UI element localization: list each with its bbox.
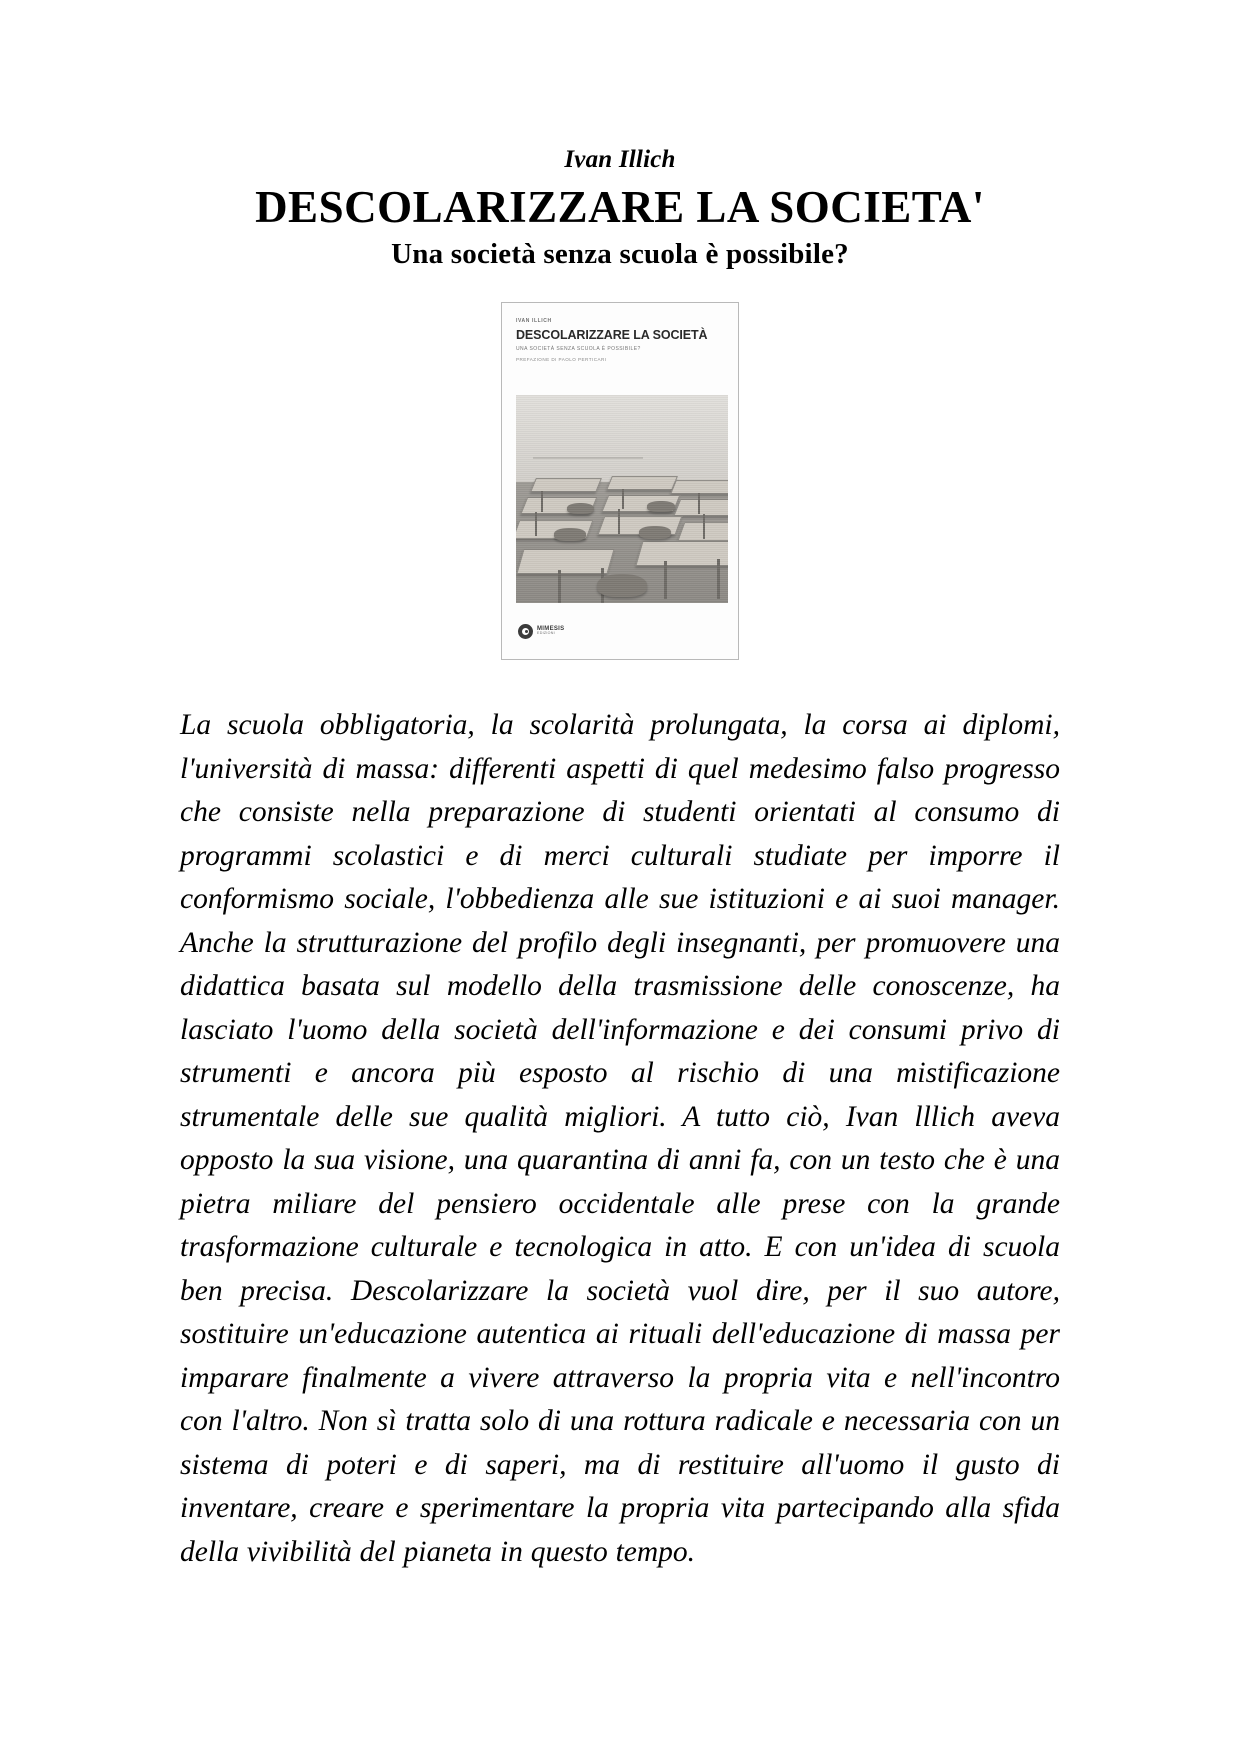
chair [639, 526, 671, 538]
page-subtitle: Una società senza scuola è possibile? [391, 238, 849, 271]
chair [647, 501, 675, 511]
cover-author-line: IVAN ILLICH [516, 318, 552, 325]
publisher-logo [518, 624, 564, 639]
cover-preface-line: PREFAZIONE DI PAOLO PERTICARI [516, 356, 607, 362]
desk-leg [541, 491, 543, 512]
publisher-name: MIMESIS [537, 626, 565, 633]
chair [597, 574, 648, 597]
desk-leg [622, 489, 624, 510]
body-paragraph: La scuola obbligatoria, la scolarità prolungata, la corsa ai diplomi, l'università di massa: differenti aspetti di quel medesimo falso progresso che consiste nella preparazione di studenti orientati al consumo di programmi scolastici e di merci culturali studiate per imporre il conformismo sociale, l'obbedienza alle sue istituzioni e ai suoi manager. Anche la strutturazione del profilo degli insegnanti, per promuovere una didattica basata sul modello della trasmissione delle conoscenze, ha lasciato l'uomo della società dell'informazione e dei consumi privo di strumenti e ancora più esposto al rischio di una mistificazione strumentale delle sue qualità migliori. A tutto ciò, Ivan lllich aveva opposto la sua visione, una quarantina di anni fa, con un testo che è una pietra miliare del pensiero occidentale alle prese con la grande trasformazione culturale e tecnologica in atto. E con un'idea di scuola ben precisa. Descolarizzare la società vuol dire, per il suo autore, sostituire un'educazione autentica ai rituali dell'educazione di massa per imparare finalmente a vivere attraverso la propria vita e nell'incontro con l'altro. Non sì tratta solo di una rottura radicale e necessaria con un sistema di poteri e di saperi, ma di restituire all'uomo il gusto di inventare, creare e sperimentare la propria vita partecipando alla sfida della vivibilità del pianeta in questo tempo. [180, 709, 1060, 1568]
desk-leg [558, 570, 561, 603]
body-section [180, 704, 1060, 1574]
photo-wall-line [533, 457, 643, 459]
desk-leg [664, 561, 667, 598]
desk [606, 476, 677, 490]
classroom-photo [516, 395, 728, 603]
cover-subtitle-line: UNA SOCIETÀ SENZA SCUOLA È POSSIBILE? [516, 346, 641, 353]
chair [554, 528, 586, 540]
book-cover-figure [0, 302, 1240, 660]
desk [674, 499, 728, 516]
author-name: Ivan Illich [564, 146, 676, 173]
chair [567, 503, 595, 513]
desk-leg [703, 514, 705, 539]
title-block [0, 0, 1240, 272]
desk-leg [535, 512, 537, 537]
desk-leg [717, 559, 720, 599]
page-title: DESCOLARIZZARE LA SOCIETA' [255, 181, 985, 232]
desk [635, 541, 728, 566]
photo-wall [516, 395, 728, 487]
cover-text-block [502, 303, 738, 389]
publisher-imprint: EDIZIONI [537, 631, 555, 636]
spiral-icon [518, 624, 533, 639]
desk-leg [618, 509, 620, 534]
cover-title-line: DESCOLARIZZARE LA SOCIETÀ [516, 328, 708, 343]
cover-footer [502, 603, 738, 659]
book-cover-image [501, 302, 739, 660]
desk-leg [698, 493, 700, 514]
